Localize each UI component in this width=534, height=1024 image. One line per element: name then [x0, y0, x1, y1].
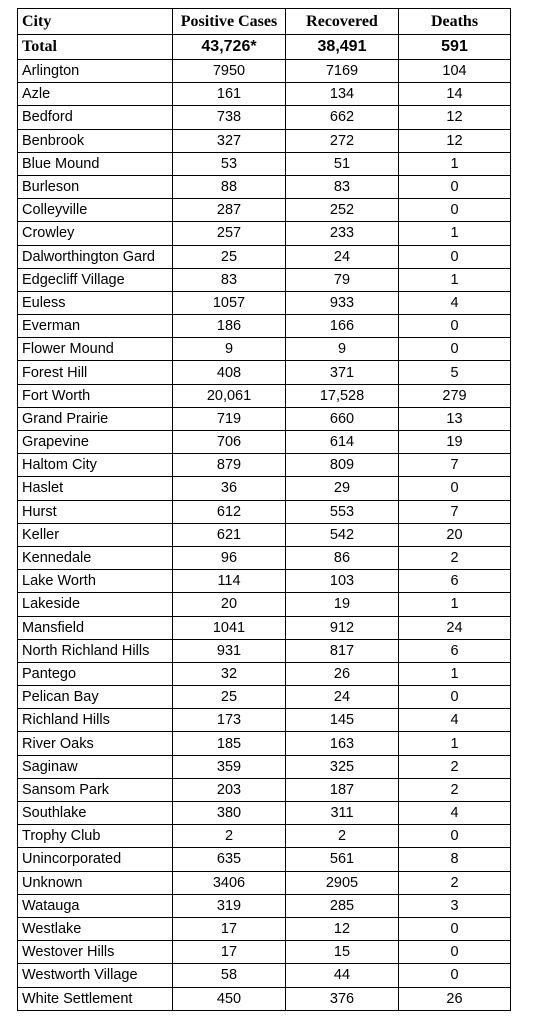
recovered-cell: 24: [286, 245, 399, 268]
city-cell: Blue Mound: [18, 152, 173, 175]
table-row: [18, 825, 511, 848]
positive-cases-cell: 58: [173, 964, 286, 987]
deaths-cell: 7: [399, 454, 511, 477]
table-row: [18, 222, 511, 245]
table-row: [18, 152, 511, 175]
table-row: [18, 384, 511, 407]
city-cell: Lake Worth: [18, 570, 173, 593]
deaths-cell: 12: [399, 106, 511, 129]
deaths-cell: 8: [399, 848, 511, 871]
table-row: [18, 570, 511, 593]
recovered-cell: 376: [286, 987, 399, 1010]
table-row: [18, 83, 511, 106]
deaths-cell: 1: [399, 662, 511, 685]
city-cell: Kennedale: [18, 546, 173, 569]
table-row: [18, 987, 511, 1010]
recovered-cell: 912: [286, 616, 399, 639]
deaths-cell: 6: [399, 639, 511, 662]
positive-cases-cell: 3406: [173, 871, 286, 894]
recovered-cell: 26: [286, 662, 399, 685]
city-cell: Azle: [18, 83, 173, 106]
recovered-cell: 163: [286, 732, 399, 755]
recovered-cell: 44: [286, 964, 399, 987]
deaths-cell: 1: [399, 593, 511, 616]
table-row: [18, 454, 511, 477]
positive-cases-cell: 185: [173, 732, 286, 755]
deaths-cell: 14: [399, 83, 511, 106]
table-row: [18, 500, 511, 523]
positive-cases-cell: 706: [173, 431, 286, 454]
total-recovered: 38,491: [286, 35, 399, 60]
positive-cases-cell: 257: [173, 222, 286, 245]
recovered-cell: 660: [286, 407, 399, 430]
deaths-cell: 7: [399, 500, 511, 523]
recovered-cell: 24: [286, 686, 399, 709]
table-row: [18, 523, 511, 546]
recovered-cell: 15: [286, 941, 399, 964]
recovered-cell: 252: [286, 199, 399, 222]
deaths-cell: 12: [399, 129, 511, 152]
table-row: [18, 755, 511, 778]
positive-cases-cell: 173: [173, 709, 286, 732]
recovered-cell: 166: [286, 315, 399, 338]
recovered-cell: 2: [286, 825, 399, 848]
deaths-cell: 3: [399, 894, 511, 917]
total-deaths: 591: [399, 35, 511, 60]
positive-cases-cell: 17: [173, 917, 286, 940]
recovered-cell: 145: [286, 709, 399, 732]
deaths-cell: 0: [399, 941, 511, 964]
positive-cases-cell: 719: [173, 407, 286, 430]
recovered-cell: 285: [286, 894, 399, 917]
deaths-cell: 0: [399, 245, 511, 268]
cases-table: [17, 8, 511, 1011]
table-row: [18, 778, 511, 801]
table-row: [18, 129, 511, 152]
table-row: [18, 361, 511, 384]
positive-cases-cell: 25: [173, 245, 286, 268]
deaths-cell: 0: [399, 315, 511, 338]
city-cell: Westworth Village: [18, 964, 173, 987]
deaths-cell: 24: [399, 616, 511, 639]
header-recovered: Recovered: [286, 9, 399, 35]
city-cell: Haltom City: [18, 454, 173, 477]
city-cell: North Richland Hills: [18, 639, 173, 662]
deaths-cell: 26: [399, 987, 511, 1010]
recovered-cell: 371: [286, 361, 399, 384]
deaths-cell: 19: [399, 431, 511, 454]
recovered-cell: 311: [286, 802, 399, 825]
city-cell: Westlake: [18, 917, 173, 940]
total-label: Total: [18, 35, 173, 60]
table-row: [18, 848, 511, 871]
city-cell: White Settlement: [18, 987, 173, 1010]
positive-cases-cell: 32: [173, 662, 286, 685]
positive-cases-cell: 114: [173, 570, 286, 593]
table-row: [18, 199, 511, 222]
table-row: [18, 291, 511, 314]
city-cell: Westover Hills: [18, 941, 173, 964]
table-row: [18, 175, 511, 198]
positive-cases-cell: 635: [173, 848, 286, 871]
deaths-cell: 4: [399, 802, 511, 825]
recovered-cell: 614: [286, 431, 399, 454]
deaths-cell: 0: [399, 175, 511, 198]
positive-cases-cell: 450: [173, 987, 286, 1010]
deaths-cell: 0: [399, 825, 511, 848]
recovered-cell: 561: [286, 848, 399, 871]
city-cell: Bedford: [18, 106, 173, 129]
positive-cases-cell: 1057: [173, 291, 286, 314]
table-row: [18, 616, 511, 639]
city-cell: Euless: [18, 291, 173, 314]
recovered-cell: 17,528: [286, 384, 399, 407]
table-row: [18, 338, 511, 361]
recovered-cell: 325: [286, 755, 399, 778]
recovered-cell: 272: [286, 129, 399, 152]
deaths-cell: 5: [399, 361, 511, 384]
positive-cases-cell: 931: [173, 639, 286, 662]
deaths-cell: 1: [399, 732, 511, 755]
table-row: [18, 477, 511, 500]
city-cell: Edgecliff Village: [18, 268, 173, 291]
table-row: [18, 732, 511, 755]
table-row: [18, 245, 511, 268]
city-cell: Watauga: [18, 894, 173, 917]
city-cell: Sansom Park: [18, 778, 173, 801]
city-cell: Forest Hill: [18, 361, 173, 384]
table-row: [18, 802, 511, 825]
city-cell: Fort Worth: [18, 384, 173, 407]
positive-cases-cell: 738: [173, 106, 286, 129]
positive-cases-cell: 53: [173, 152, 286, 175]
deaths-cell: 104: [399, 60, 511, 83]
deaths-cell: 279: [399, 384, 511, 407]
positive-cases-cell: 7950: [173, 60, 286, 83]
positive-cases-cell: 1041: [173, 616, 286, 639]
positive-cases-cell: 25: [173, 686, 286, 709]
table-row: [18, 106, 511, 129]
table-row: [18, 639, 511, 662]
deaths-cell: 0: [399, 917, 511, 940]
positive-cases-cell: 408: [173, 361, 286, 384]
city-cell: Grand Prairie: [18, 407, 173, 430]
city-cell: Dalworthington Gard: [18, 245, 173, 268]
table-row: [18, 315, 511, 338]
deaths-cell: 2: [399, 755, 511, 778]
recovered-cell: 2905: [286, 871, 399, 894]
positive-cases-cell: 327: [173, 129, 286, 152]
table-row: [18, 593, 511, 616]
city-cell: Pelican Bay: [18, 686, 173, 709]
positive-cases-cell: 9: [173, 338, 286, 361]
city-cell: Pantego: [18, 662, 173, 685]
deaths-cell: 13: [399, 407, 511, 430]
deaths-cell: 1: [399, 152, 511, 175]
deaths-cell: 0: [399, 964, 511, 987]
positive-cases-cell: 20: [173, 593, 286, 616]
table-row: [18, 431, 511, 454]
city-cell: Haslet: [18, 477, 173, 500]
table-row: [18, 407, 511, 430]
table-row: [18, 894, 511, 917]
recovered-cell: 933: [286, 291, 399, 314]
city-cell: Crowley: [18, 222, 173, 245]
table-row: [18, 268, 511, 291]
header-city: City: [18, 9, 173, 35]
table-row: [18, 917, 511, 940]
recovered-cell: 134: [286, 83, 399, 106]
recovered-cell: 83: [286, 175, 399, 198]
table-row: [18, 709, 511, 732]
city-cell: Mansfield: [18, 616, 173, 639]
header-row: [18, 9, 511, 35]
recovered-cell: 79: [286, 268, 399, 291]
deaths-cell: 4: [399, 291, 511, 314]
city-cell: Colleyville: [18, 199, 173, 222]
positive-cases-cell: 161: [173, 83, 286, 106]
recovered-cell: 19: [286, 593, 399, 616]
recovered-cell: 809: [286, 454, 399, 477]
recovered-cell: 233: [286, 222, 399, 245]
city-cell: Richland Hills: [18, 709, 173, 732]
positive-cases-cell: 2: [173, 825, 286, 848]
deaths-cell: 0: [399, 477, 511, 500]
city-cell: Everman: [18, 315, 173, 338]
recovered-cell: 542: [286, 523, 399, 546]
deaths-cell: 0: [399, 199, 511, 222]
deaths-cell: 0: [399, 338, 511, 361]
city-cell: Benbrook: [18, 129, 173, 152]
total-positive: 43,726*: [173, 35, 286, 60]
total-row: [18, 35, 511, 60]
city-cell: River Oaks: [18, 732, 173, 755]
positive-cases-cell: 36: [173, 477, 286, 500]
table-row: [18, 941, 511, 964]
header-positive-cases: Positive Cases: [173, 9, 286, 35]
positive-cases-cell: 203: [173, 778, 286, 801]
recovered-cell: 51: [286, 152, 399, 175]
city-cell: Keller: [18, 523, 173, 546]
deaths-cell: 1: [399, 222, 511, 245]
city-cell: Trophy Club: [18, 825, 173, 848]
table-row: [18, 871, 511, 894]
deaths-cell: 6: [399, 570, 511, 593]
recovered-cell: 553: [286, 500, 399, 523]
city-cell: Unknown: [18, 871, 173, 894]
table-row: [18, 964, 511, 987]
positive-cases-cell: 319: [173, 894, 286, 917]
recovered-cell: 86: [286, 546, 399, 569]
table-row: [18, 686, 511, 709]
city-cell: Arlington: [18, 60, 173, 83]
city-cell: Southlake: [18, 802, 173, 825]
positive-cases-cell: 96: [173, 546, 286, 569]
recovered-cell: 662: [286, 106, 399, 129]
recovered-cell: 103: [286, 570, 399, 593]
city-cell: Burleson: [18, 175, 173, 198]
city-cell: Hurst: [18, 500, 173, 523]
recovered-cell: 7169: [286, 60, 399, 83]
recovered-cell: 187: [286, 778, 399, 801]
positive-cases-cell: 380: [173, 802, 286, 825]
positive-cases-cell: 621: [173, 523, 286, 546]
positive-cases-cell: 88: [173, 175, 286, 198]
recovered-cell: 12: [286, 917, 399, 940]
positive-cases-cell: 612: [173, 500, 286, 523]
table-row: [18, 546, 511, 569]
positive-cases-cell: 20,061: [173, 384, 286, 407]
header-deaths: Deaths: [399, 9, 511, 35]
positive-cases-cell: 287: [173, 199, 286, 222]
deaths-cell: 4: [399, 709, 511, 732]
city-cell: Lakeside: [18, 593, 173, 616]
positive-cases-cell: 17: [173, 941, 286, 964]
city-cell: Flower Mound: [18, 338, 173, 361]
recovered-cell: 817: [286, 639, 399, 662]
positive-cases-cell: 359: [173, 755, 286, 778]
deaths-cell: 2: [399, 778, 511, 801]
city-cell: Unincorporated: [18, 848, 173, 871]
table-row: [18, 60, 511, 83]
city-cell: Grapevine: [18, 431, 173, 454]
recovered-cell: 29: [286, 477, 399, 500]
positive-cases-cell: 83: [173, 268, 286, 291]
deaths-cell: 2: [399, 871, 511, 894]
deaths-cell: 2: [399, 546, 511, 569]
positive-cases-cell: 879: [173, 454, 286, 477]
city-cell: Saginaw: [18, 755, 173, 778]
deaths-cell: 1: [399, 268, 511, 291]
recovered-cell: 9: [286, 338, 399, 361]
positive-cases-cell: 186: [173, 315, 286, 338]
deaths-cell: 20: [399, 523, 511, 546]
table-row: [18, 662, 511, 685]
deaths-cell: 0: [399, 686, 511, 709]
